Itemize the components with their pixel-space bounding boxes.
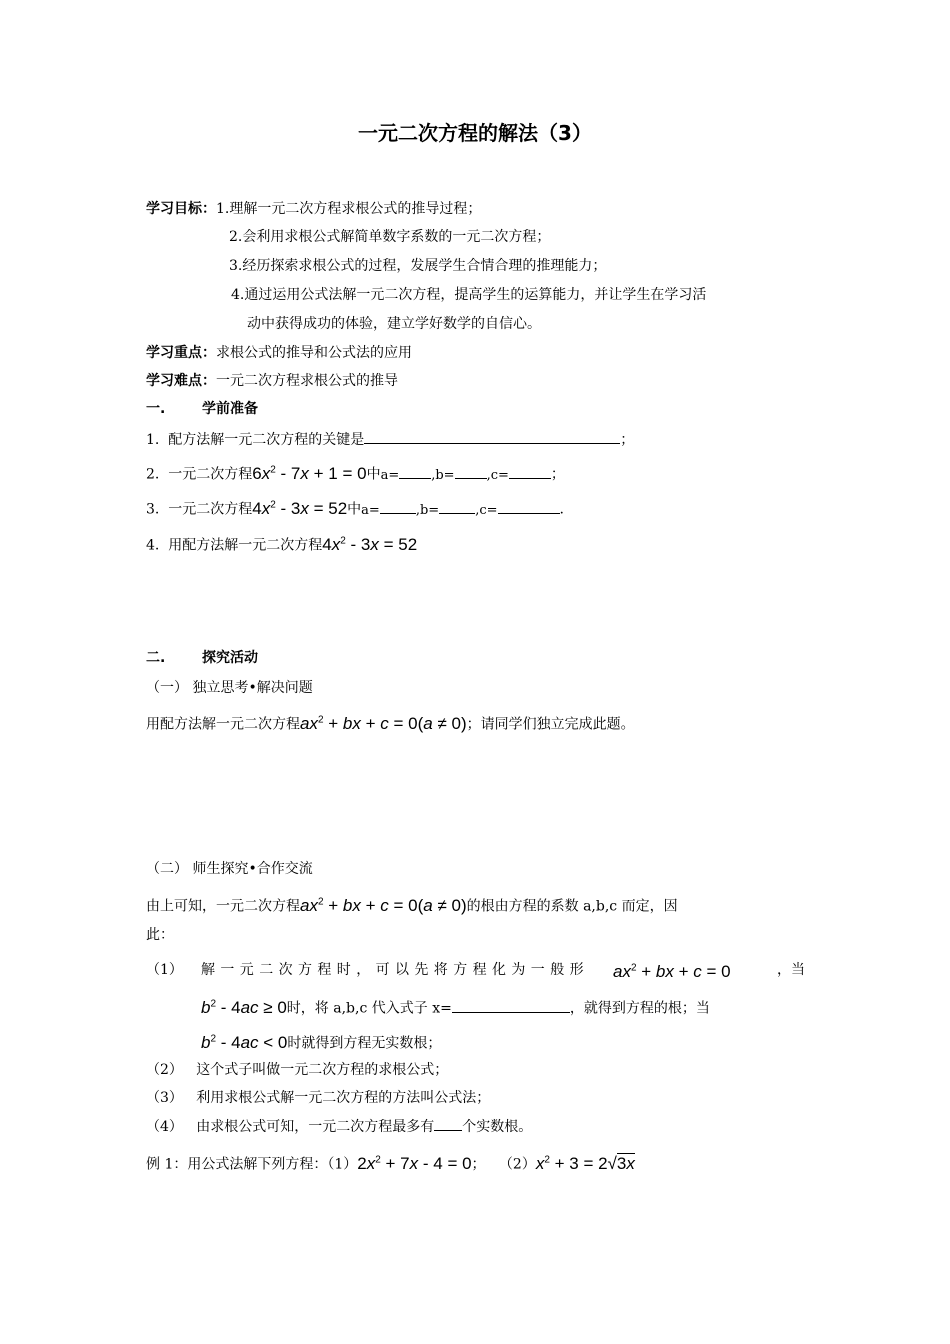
part1-line-post: ；请同学们独立完成此题。 xyxy=(466,716,635,733)
question-3-num: 3. xyxy=(146,501,160,518)
key-point-label: 学习重点： xyxy=(146,345,216,361)
discriminant-neg: $b^2 - 4ac < 0$ xyxy=(201,1032,288,1052)
discriminant-nonneg: $b^2 - 4ac \ge 0$ xyxy=(201,997,287,1017)
difficulty-row xyxy=(146,371,398,391)
question-2-blank-c[interactable] xyxy=(509,464,551,479)
question-1-blank[interactable] xyxy=(364,429,620,444)
part1-heading: （一） 独立思考•解决问题 xyxy=(146,680,313,696)
objective-item-3: 3.经历探索求根公式的过程，发展学生合情合理的推理能力； xyxy=(229,258,607,274)
section1-title: 学前准备 xyxy=(202,401,258,417)
question-4-num: 4. xyxy=(146,537,160,554)
section2-num: 二. xyxy=(146,650,166,666)
item1-line1-end: ，当 xyxy=(777,962,805,978)
question-3: 3. 一元二次方程$4x^2 - 3x = 52$中a= ,b= ,c= . xyxy=(146,498,564,518)
part2-line-1: 由上可知，一元二次方程$ax^2$ + bx + c = 0(a ≠ 0)的根由方程的系数 a,b,c 而定，因 xyxy=(146,895,678,915)
item1-line2: $b^2 - 4ac \ge 0$时，将 a,b,c 代入式子 x= ，就得到方程的根；当 xyxy=(201,997,710,1017)
question-3-blank-a[interactable] xyxy=(380,499,416,514)
part2-heading: （二） 师生探究•合作交流 xyxy=(146,861,313,877)
question-3-equation: $4x^2 - 3x = 52$ xyxy=(252,498,348,518)
question-4 xyxy=(146,531,417,556)
key-point-text: 求根公式的推导和公式法的应用 xyxy=(216,345,412,361)
question-3-blank-b[interactable] xyxy=(439,499,475,514)
question-2-blank-b[interactable] xyxy=(455,464,487,479)
item4: （4） 由求根公式可知，一元二次方程最多有 个实数根。 xyxy=(146,1116,532,1137)
section2-title: 探究活动 xyxy=(202,650,258,666)
question-2-text: 一元二次方程 xyxy=(168,466,253,483)
part2-line-2: 此： xyxy=(146,927,174,943)
question-1-end: ； xyxy=(620,432,635,448)
key-point-row xyxy=(146,343,412,363)
objective-item-1: 1.理解一元二次方程求根公式的推导过程； xyxy=(216,201,482,217)
question-1-text: 配方法解一元二次方程的关键是 xyxy=(168,432,365,448)
item1-line3: $b^2 - 4ac < 0$时就得到方程无实数根； xyxy=(201,1032,442,1052)
formula-blank[interactable] xyxy=(452,998,570,1013)
item1-line1: 解一元二次方程时，可以先将方程化为一般形 xyxy=(201,962,589,978)
item1-line1-math: $ax^2$ + bx + c = 0 xyxy=(613,961,731,981)
objective-item-2: 2.会利用求根公式解简单数字系数的一元二次方程； xyxy=(229,229,551,245)
example-1: 例 1：用公式法解下列方程：$(1)2x^2 + 7x - 4 = 0$； $(2)x^2 + 3 = 2√3x$ xyxy=(146,1153,635,1173)
item1-num: （1） xyxy=(146,962,183,978)
difficulty-text: 一元二次方程求根公式的推导 xyxy=(216,373,398,389)
item4-blank[interactable] xyxy=(434,1116,462,1131)
example-label: 例 1：用公式法解下列方程： xyxy=(146,1156,328,1173)
question-2-equation: $6x^2 - 7x + 1 = 0$ xyxy=(252,463,367,483)
question-1-num: 1. xyxy=(146,432,160,448)
part1-line xyxy=(146,710,635,735)
page-title: 一元二次方程的解法（3） xyxy=(358,121,592,145)
objective-item-4: 4.通过运用公式法解一元二次方程，提高学生的运算能力，并让学生在学习活 xyxy=(231,287,707,303)
question-2-blank-a[interactable] xyxy=(399,464,431,479)
question-1 xyxy=(146,429,634,450)
example-equation-2: $x^2 + 3 = 2√3x$ xyxy=(535,1153,635,1173)
item2: （2） 这个式子叫做一元二次方程的求根公式； xyxy=(146,1062,449,1078)
question-2: 2. 一元二次方程$6x^2 - 7x + 1 = 0$中a= ,b= ,c= ； xyxy=(146,463,565,483)
difficulty-label: 学习难点： xyxy=(146,373,216,389)
example-equation-1: $2x^2 + 7x - 4 = 0$ xyxy=(357,1153,472,1173)
question-4-equation: $4x^2 - 3x = 52$ xyxy=(322,534,418,554)
objectives-row-1 xyxy=(146,199,481,219)
item3: （3） 利用求根公式解一元二次方程的方法叫公式法； xyxy=(146,1090,491,1106)
question-3-text: 一元二次方程 xyxy=(168,501,253,518)
part1-line-pre: 用配方法解一元二次方程 xyxy=(146,716,300,733)
section1-num: 一. xyxy=(146,401,166,417)
objective-item-4-cont: 动中获得成功的体验，建立学好数学的自信心。 xyxy=(247,316,541,332)
general-equation-2: $ax^2$ + bx + c = 0(a ≠ 0) xyxy=(300,895,467,915)
question-2-num: 2. xyxy=(146,466,160,483)
objectives-label: 学习目标： xyxy=(146,201,216,217)
question-4-text: 用配方法解一元二次方程 xyxy=(168,537,323,554)
general-equation: $ax^2$ + bx + c = 0(a ≠ 0) xyxy=(300,713,467,733)
question-3-blank-c[interactable] xyxy=(498,499,560,514)
